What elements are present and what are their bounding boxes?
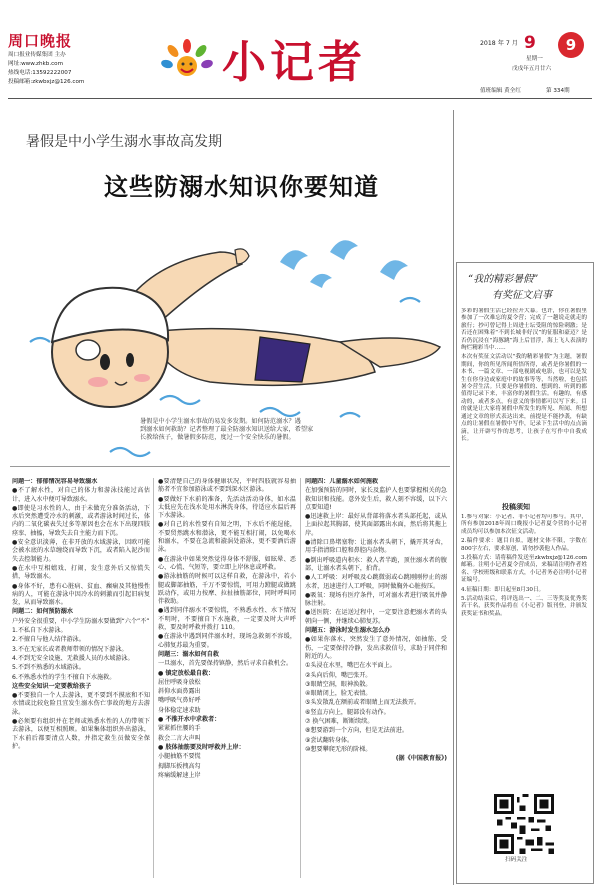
list-item: ⑤头发散乱在额前或者眼睛上而无法拨开。	[305, 699, 421, 707]
page-badge: 9	[558, 32, 584, 58]
issue-date: 2018 年 7 月	[480, 40, 518, 47]
section-heading: 问题三：溺水如何自救	[158, 650, 219, 658]
paragraph: ●不了解水性，对自己的体力和游泳技能过高估计，进入水中便可导致溺水。	[12, 487, 150, 503]
article-headline: 这些防溺水知识你要知道	[104, 172, 379, 201]
sidebar-title-2: 有奖征文启事	[492, 290, 552, 301]
section-heading: 问题五：游泳时发生溺水怎么办	[305, 627, 391, 635]
column-title: 小记者	[222, 37, 366, 88]
masthead	[0, 0, 600, 100]
paragraph: ●即使是习水性的人，由于未做充分准备活动，下水后突然遭受冷水的刺激，或者游泳时间过长，体内的二氧化碳表失过多等原因也会在水下出现四肢痉挛、抽搐，导致失去自主能力而下沉。	[12, 504, 150, 537]
verse-line: 屈住呼吸身放松	[158, 678, 201, 686]
verse-line: 小腿抽筋不要慌	[158, 753, 201, 761]
paragraph: ●倒出呼吸道内积水：救人者半跪，顶住溺水者的腹部，让溺水者头朝下，拍背。	[305, 556, 447, 572]
verse-line: 身体稳定速求助	[158, 706, 201, 714]
article-kicker: 暑假是中小学生溺水事故高发期	[26, 134, 222, 150]
verse-line: 拇脚压扳拽高勾	[158, 762, 201, 770]
paragraph: ●在游泳中遇到同伴溺水时，现场急救刻不容缓，心肺复苏最为重要。	[158, 633, 296, 649]
paragraph: 一旦溺水，首先要保持镇静，然后寻求自救机会。	[158, 660, 293, 668]
sun-smile-logo	[160, 34, 214, 86]
paragraph: ●不要独自一个人去游泳，更不要到不摸底和不知水情或比较危险且宜发生溺水伤亡事故的地方去游泳。	[12, 692, 150, 716]
rule-item: 1.参与对象：小记者、非小记者均可参与。其中，所有参加2018年周口晚报小记者夏令营的小记者成员均可以参加本次征文活动。	[461, 514, 587, 535]
paragraph: ●清除口鼻堵塞物：让溺水者头朝下，撬开其牙齿，用手指清除口腔和鼻腔内杂物。	[305, 539, 447, 555]
paragraph: ●游泳抽筋的时候可以这样自救，在游泳中，若小腿或脚部抽筋，千万不要惊慌，可用力蹬腿或做跳跃动作，或用力按摩、拉扯抽筋部位，同时呼叫同伴救助。	[158, 573, 296, 606]
paragraph: ●迅速救上岸：最好从背部将落水者头部托起，或从上面拉起其胸部，使其面部露出水面，然后将其拖上岸。	[305, 513, 447, 537]
caption-line: 长教给孩子，做暑假多防范，度过一个安全快乐的暑假。	[140, 434, 295, 442]
list-item: ⑧想要游到一个方向，但是无法前进。	[305, 727, 408, 735]
caption-line: 暑假是中小学生溺水事故的易发多发期。如何防范溺水？遇	[140, 418, 301, 425]
paragraph: 6.不熟悉水性的学生不擅自下水施救。	[12, 673, 116, 681]
lunar-date: 戊戌年五月廿六	[512, 66, 552, 72]
paragraph: 3.不在无家长或者教师带领的情况下游泳。	[12, 645, 128, 653]
issue-number: 第 334期	[546, 88, 570, 94]
paragraph: ●必须要有组织并在老师或熟悉水性的人的带领下去游泳，以便互相照顾。如果集体组织外出游泳，下水前后都要清点人数，并指定救生员做安全保护。	[12, 718, 150, 750]
section-subheading: 这些安全知识一定要教给孩子	[12, 682, 92, 690]
verse-heading: ● 镇定放松最自救：	[158, 669, 215, 677]
paragraph: 2.不擅自与他人结伴游泳。	[12, 636, 85, 644]
list-item: ④眼睛闭上，脸无表情。	[305, 690, 372, 698]
paragraph: ●在游泳中如果突然觉得身体不舒服，如眩晕、恶心、心慌、气短等，要立即上岸休息或呼救。	[158, 555, 296, 571]
paragraph: ●安全意识淡薄，在非开放的水域游泳，因欧可能会被水底的水草缠绕而导致下沉，或者陷入泥沙而失去控制能力。	[12, 539, 150, 563]
verse-line: 斜仰水面鼻露出	[158, 688, 201, 696]
qr-label: 扫码关注	[505, 857, 528, 863]
article-column-1	[12, 478, 150, 886]
section-heading: 问题四：儿童溺水如何施救	[305, 478, 379, 485]
paragraph: ●身体不好，患有心脏病、贫血、癫痫及其他慢性病的人，可能在游泳中因冷水的刺激而引起旧病复发，从而导致溺水。	[12, 582, 150, 607]
paragraph: 4.不到无安全设施、无救援人员的水域游泳。	[12, 654, 134, 662]
rule-item: 4.征稿日期：即日起至8月30日。	[461, 586, 545, 593]
article-column-2	[158, 478, 296, 886]
masthead-rule	[8, 98, 592, 99]
verse-line: 救会二言大声叫	[158, 734, 201, 742]
list-item: ⑩想要攀爬无形的阶梯。	[305, 745, 372, 753]
qr-code[interactable]	[494, 794, 554, 854]
rule-item: 2.稿件要求：题目自拟，题材文体不限，字数在800字左右，要求原创，请勿抄袭他人作品。	[461, 538, 587, 552]
paragraph: 在加强预防的同时，家长及监护人也要掌握相关的急救知识和技能。意外发生后，救人刻不容缓，以下六点要知道!	[305, 487, 447, 511]
rule-item: 3.投稿方式：请将稿件发送至zkwbxjz@126.com邮箱。注明小记者夏令营成员，来稿请注明作者姓名、学校班级和联系方式，小记者务必注明小记者证编号。	[461, 555, 587, 584]
rule-item: 5.活动结束后，将评选出一、二、三等奖及优秀奖若干名，获奖作品将在《小记者》版刊登，并颁发获奖证书和奖品。	[461, 596, 587, 617]
sidebar-title-1: “我的精彩暑假”	[468, 274, 539, 285]
list-item: ⑨尝试翻转身体。	[305, 736, 354, 744]
email-line: 投稿邮箱:zkwbxjz@126.com	[8, 79, 85, 85]
list-item: ①头浸在水里，嘴巴在水平面上。	[305, 662, 396, 670]
paragraph: ●送医院：在运送过程中，一定要注意把溺水者的头朝向一侧，并继续心肺复苏。	[305, 609, 447, 625]
sidebar-divider	[453, 110, 454, 885]
column-divider	[300, 478, 301, 878]
paragraph: ●遇到同伴溺水不要惊慌，不熟悉水性、水下情况不明时，不要擅自下水施救，一定要及时大声呼救，要及时呼救并拨打 110。	[158, 607, 296, 632]
paragraph: ●如果你落水，突然发生了意外情况，如抽筋、受伤，一定要保持冷静，发出求救信号，求助于同伴和附近的人。	[305, 636, 447, 660]
paragraph: ●对自己的水性要有自知之明，下水后不能逞能，不要贸然跳水和潜泳，更不能互相打闹，以免喝水和溺水，不要在急流和漩涡处游泳，更不要酒后游泳。	[158, 521, 296, 554]
duty-editor: 值班编辑 黄全红	[480, 88, 521, 94]
caption-rule	[10, 466, 450, 467]
list-item: ③眼睛空洞，眼神涣散。	[305, 680, 372, 688]
verse-line: 疼痛缓解速上岸	[158, 771, 201, 779]
list-item: ⑥竖直方向上，腿部没有动作。	[305, 708, 390, 716]
sidebar-intro	[461, 308, 587, 500]
hotline-line: 热线电话:13592222007	[8, 70, 72, 76]
paragraph: 1.不私自下水游泳。	[12, 627, 67, 635]
verse-heading: ● 肢体抽筋要及时呼救并上岸：	[158, 743, 245, 751]
list-item: ⑦ 换气困难，断断续续。	[305, 718, 374, 726]
paper-logo: 周口晚报	[8, 32, 73, 50]
source-credit: (据《中国教育报》)	[395, 755, 447, 763]
section-heading: 问题二：如何预防溺水	[12, 608, 73, 616]
website-line: 网址:www.zhkb.com	[8, 61, 64, 67]
issue-day: 9	[524, 33, 536, 53]
paragraph: ●吸氧：现场有医疗条件，可对溺水者进行吸氧并静脉注射。	[305, 591, 447, 608]
paragraph: ●要清楚自己的身体健康状况，平时四肢就容易抽筋者不宜参加游泳或不要到深水区游泳。	[158, 478, 296, 494]
rules-title: 投稿须知	[502, 503, 530, 511]
caption-line: 到溺水如何救助？记者整理了最全防溺水知识送给大家，希望家	[140, 426, 314, 434]
paragraph: ●在水中互相嬉戏、打闹，发生意外后又惊慌失措，导致溺水。	[12, 564, 150, 581]
paragraph: 本次有奖征文活动以“我的精彩暑假”为主题，暑假期间，你的所见所闻所悟所得，或者是你暑假的一本书、一篇文章、一部电视剧或电影，也可以是发生在你身边或家庭中的故事等等，当然啦，也包括暑令营生活。只要是你暑假的、想到的、听到的都值得记录下来，丰富你的暑假生活。有趣的，有感动的，或者多点，有意义的事情都可以写下来。目的就是让大家将暑假中所发生的所见、所闻、所想通过文章的形式表达出来，前提是不能抄袭，有缺点的让暑假在暑假中写作，记录下生活中的点点滴滴，让开辟写作的思考，让孩子在写作中自我成长。	[461, 354, 587, 442]
paragraph: 户外安全很重要，中小学生防溺水要做到“六个”不”	[12, 617, 150, 625]
column-divider	[153, 478, 154, 878]
verse-line: 紧紧抓住腰的手	[158, 725, 201, 733]
verse-heading: ● 不推开水中求救者：	[158, 716, 221, 724]
rules-list	[461, 514, 587, 786]
verse-line: 嘴呼吸气鼻好呼	[158, 697, 201, 705]
paragraph: 5.不到不熟悉的水域游泳。	[12, 664, 85, 672]
paragraph: ●要做好下水前的准备，先活动活动身体，如水温太低应先在浅水处用水淋洗身体，待适应水温后再下水游泳。	[158, 495, 296, 520]
publisher-line: 周口报业传媒集团 主办	[8, 52, 66, 58]
paragraph: 多彩的暑假生活已经拉开大幕。也许，你在暑假里参加了一次难忘的夏令营；完成了一趟说走就走的旅行；抄可曾记得上周进士坛受阻的惊险刺激；是否还在困殊着“不到长城非好汉”的征服和豪迈？是否仍沉浸在“海豚跳”海上后冒浮，海上飞人表演的绚烂精彩当中……	[461, 308, 587, 352]
list-item: ②头向后仰，嘴巴张开。	[305, 671, 372, 679]
article-caption	[140, 418, 440, 443]
paragraph: ●人工呼吸：对呼吸及心跳微弱或心跳刚刚停止的溺水者，迅速进行人工呼吸，同时做胸外心脏按压。	[305, 574, 447, 590]
section-heading: 问题一：郁郁情况容易导致溺水	[12, 478, 98, 485]
weekday: 星期一	[526, 56, 543, 62]
article-column-3	[305, 478, 447, 886]
